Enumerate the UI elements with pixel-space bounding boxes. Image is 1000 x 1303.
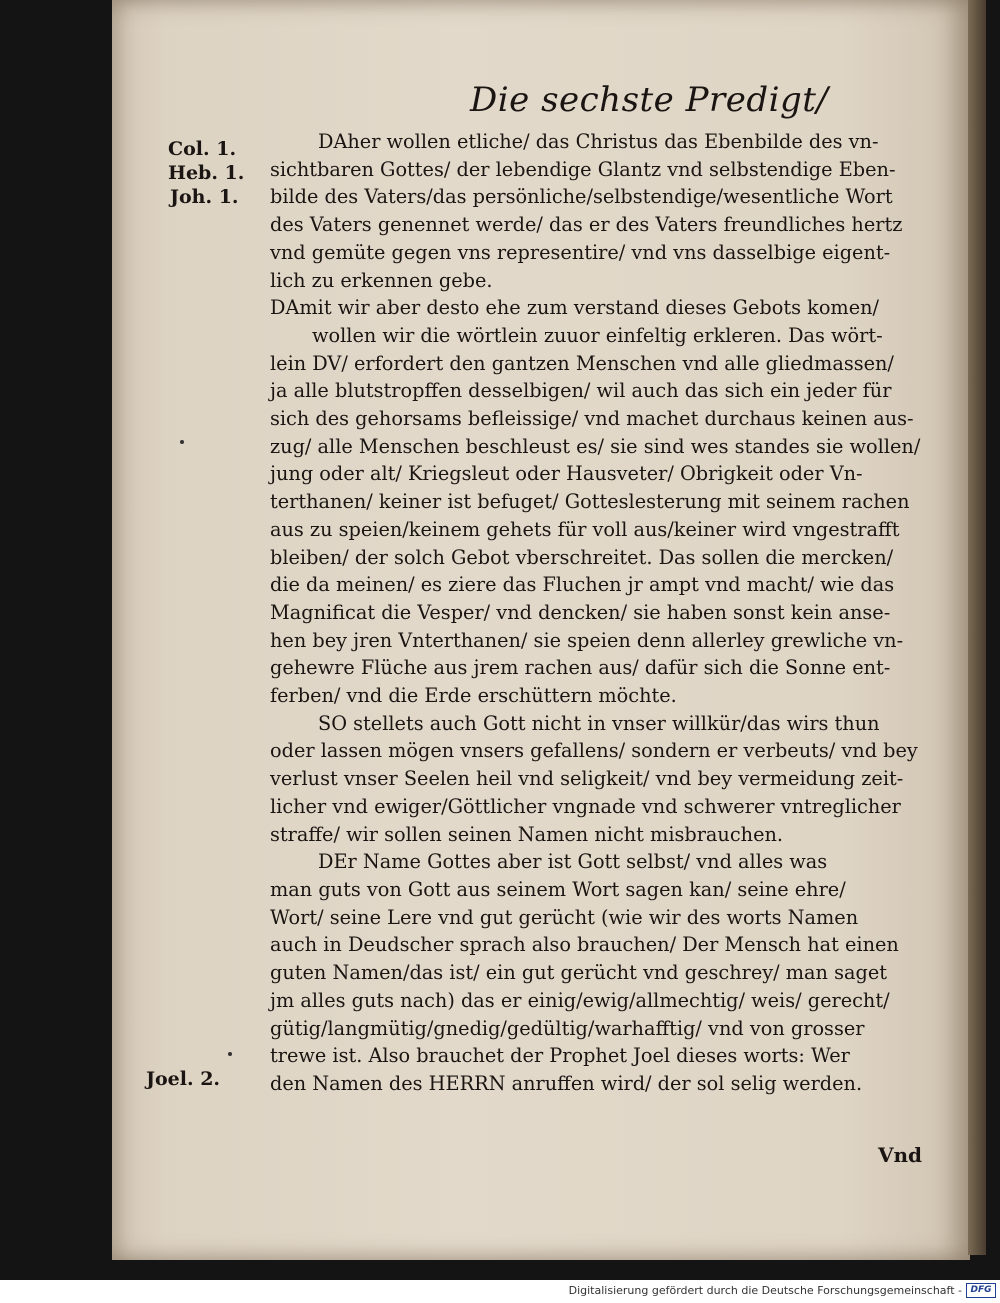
margin-note-heb: Heb. 1. (168, 162, 245, 184)
text-line: DAher wollen etliche/ das Christus das Ebenbilde des vn- (318, 130, 879, 153)
catchword: Vnd (878, 1143, 923, 1167)
text-line: guten Namen/das ist/ ein gut gerücht vnd geschrey/ man saget (270, 961, 887, 985)
text-line: wollen wir die wörtlein zuuor einfeltig erkleren. Das wört- (312, 323, 883, 347)
text-line: den Namen des HERRN anruffen wird/ der sol selig werden. (270, 1071, 863, 1095)
ink-speck (228, 1052, 232, 1056)
text-line: jm alles guts nach) das er einig/ewig/allmechtig/ weis/ gerecht/ (270, 988, 890, 1012)
text-line: oder lassen mögen vnsers gefallens/ sondern er verbeuts/ vnd bey (270, 739, 918, 763)
text-line: lein DV/ erfordert den gantzen Menschen vnd alle gliedmassen/ (270, 351, 894, 375)
text-line: lich zu erkennen gebe. (270, 268, 493, 292)
text-line: straffe/ wir sollen seinen Namen nicht misbrauchen. (270, 822, 784, 846)
text-line: SO stellets auch Gott nicht in vnser willkür/das wirs thun (318, 711, 880, 735)
text-line: bleiben/ der solch Gebot vberschreitet. Das sollen die mercken/ (270, 545, 894, 569)
text-line: DAmit wir aber desto ehe zum verstand dieses Gebots komen/ (270, 296, 880, 320)
text-line: ferben/ vnd die Erde erschüttern möchte. (270, 684, 677, 708)
text-line: hen bey jren Vnterthanen/ sie speien denn allerley grewliche vn- (270, 628, 904, 652)
body-text (270, 128, 960, 1098)
text-line: terthanen/ keiner ist befuget/ Gotteslesterung mit seinem rachen (270, 490, 910, 514)
text-line: trewe ist. Also brauchet der Prophet Joel dieses worts: Wer (270, 1044, 850, 1068)
dfg-logo: DFG (966, 1283, 996, 1298)
text-line: DEr Name Gottes aber ist Gott selbst/ vnd alles was (318, 850, 828, 874)
running-title: Die sechste Predigt/ (470, 80, 829, 120)
page-edge (968, 0, 986, 1255)
text-line: licher vnd ewiger/Göttlicher vngnade vnd schwerer vntreglicher (270, 794, 901, 818)
funding-credit: Digitalisierung gefördert durch die Deutsche Forschungsgemeinschaft - (568, 1284, 962, 1297)
text-line: verlust vnser Seelen heil vnd seligkeit/ vnd bey vermeidung zeit- (270, 767, 904, 791)
footer (0, 1280, 1000, 1303)
text-line: auch in Deudscher sprach also brauchen/ Der Mensch hat einen (270, 933, 899, 957)
text-line: jung oder alt/ Kriegsleut oder Hausveter/ Obrigkeit oder Vn- (270, 462, 863, 486)
ink-speck (180, 440, 184, 444)
text-line: vnd gemüte gegen vns representire/ vnd vns dasselbige eigent- (270, 240, 891, 264)
text-line: Wort/ seine Lere vnd gut gerücht (wie wir des worts Namen (270, 905, 859, 929)
text-line: bilde des Vaters/das persönliche/selbstendige/wesentliche Wort (270, 185, 893, 209)
text-line: aus zu speien/keinem gehets für voll aus/keiner wird vngestrafft (270, 517, 900, 541)
text-line: des Vaters genennet werde/ das er des Vaters freundliches hertz (270, 213, 903, 237)
margin-note-col: Col. 1. (168, 138, 237, 160)
text-line: die da meinen/ es ziere das Fluchen jr ampt vnd macht/ wie das (270, 573, 895, 597)
text-line: zug/ alle Menschen beschleust es/ sie sind wes standes sie wollen/ (270, 434, 921, 458)
margin-note-joh: Joh. 1. (170, 186, 239, 208)
margin-note-joel: Joel. 2. (146, 1068, 221, 1090)
text-line: gütig/langmütig/gnedig/gedültig/warhafftig/ vnd von grosser (270, 1016, 865, 1040)
text-line: ja alle blutstropffen desselbigen/ wil auch das sich ein jeder für (270, 379, 892, 403)
text-line: Magnificat die Vesper/ vnd dencken/ sie haben sonst kein anse- (270, 600, 891, 624)
text-line: sichtbaren Gottes/ der lebendige Glantz vnd selbstendige Eben- (270, 157, 896, 181)
text-line: man guts von Gott aus seinem Wort sagen kan/ seine ehre/ (270, 877, 846, 901)
text-line: gehewre Flüche aus jrem rachen aus/ dafür sich die Sonne ent- (270, 656, 891, 680)
text-line: sich des gehorsams befleissige/ vnd machet durchaus keinen aus- (270, 407, 914, 431)
